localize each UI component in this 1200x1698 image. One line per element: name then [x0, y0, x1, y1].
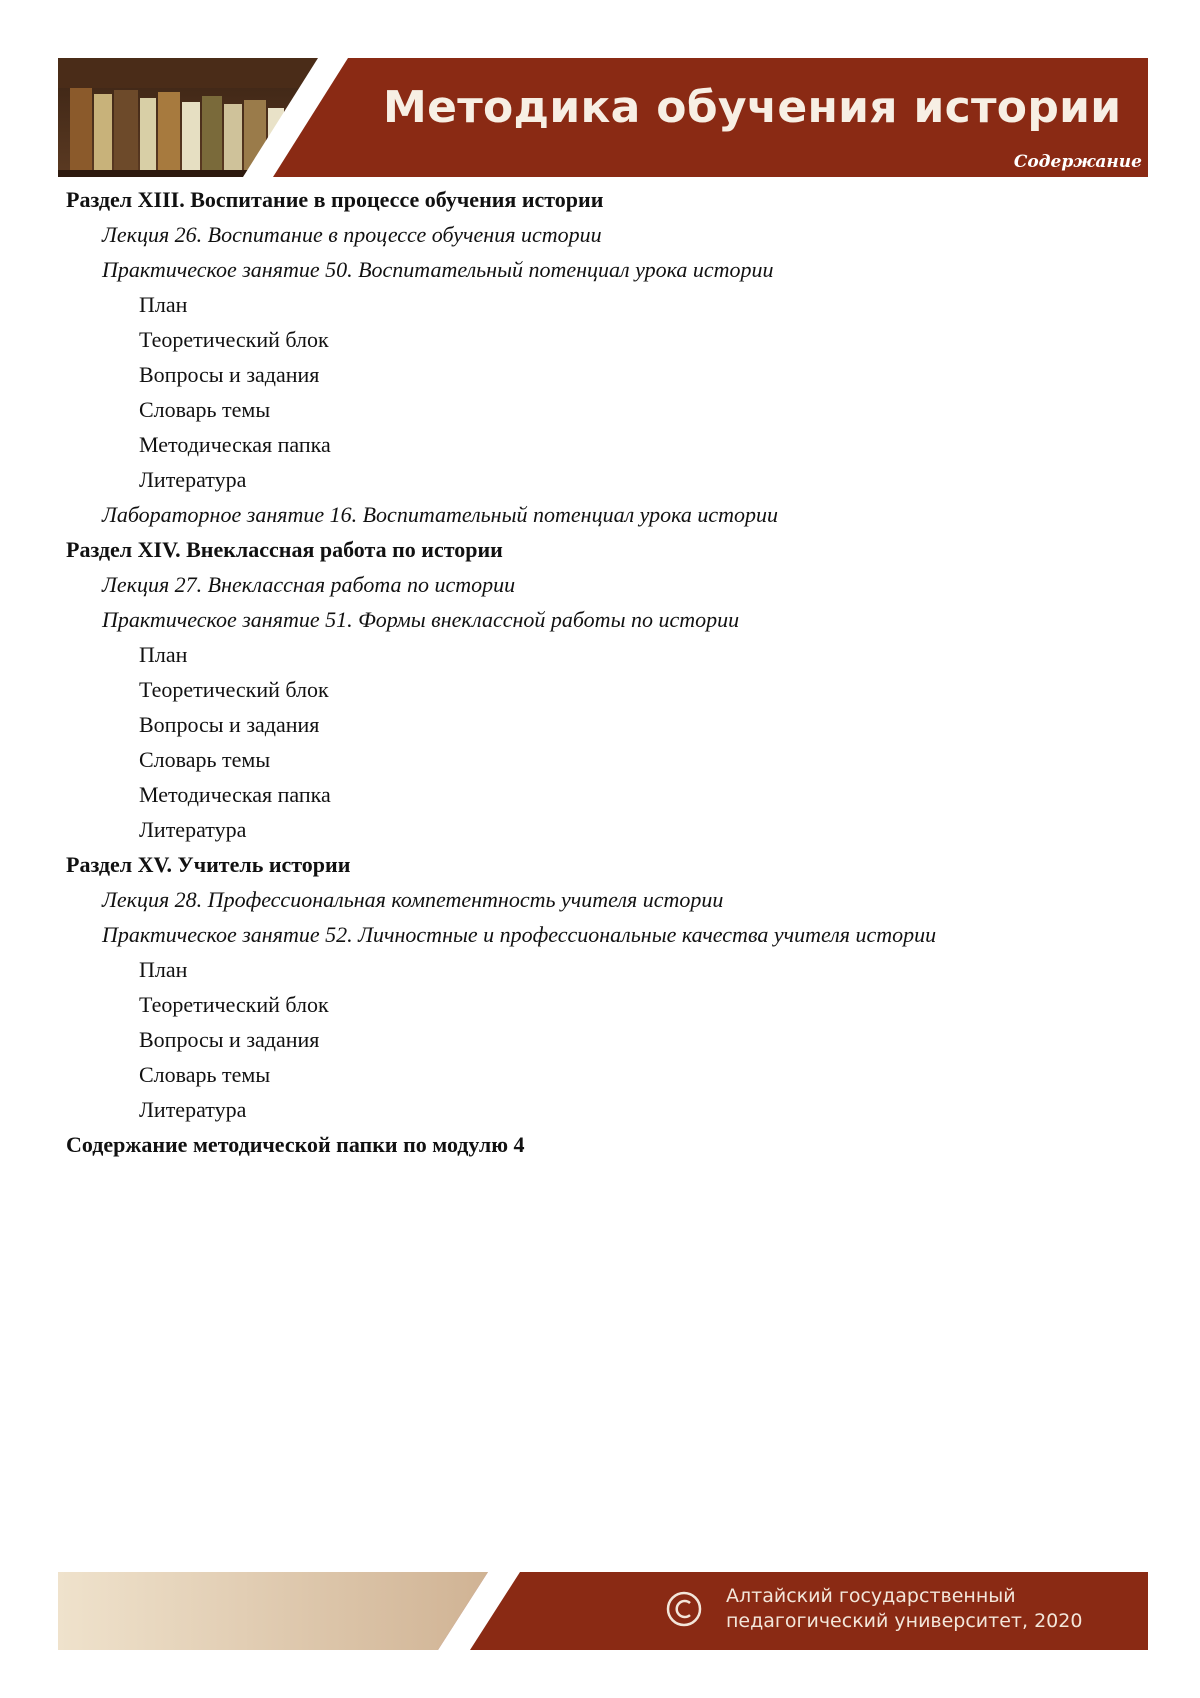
toc-subitem-link[interactable]: План — [139, 957, 188, 982]
copyright-text — [726, 1584, 1082, 1634]
toc-subitem-link[interactable]: Вопросы и задания — [139, 362, 320, 387]
copyright-line-2: педагогический университет, 2020 — [726, 1610, 1083, 1632]
toc-lesson-link[interactable]: Лекция 26. Воспитание в процессе обучения истории — [102, 222, 602, 247]
section-subtitle: Содержание — [1013, 152, 1142, 172]
footer-decoration — [58, 1572, 538, 1650]
toc-lesson-link[interactable]: Лекция 27. Внеклассная работа по истории — [102, 572, 516, 597]
copyright-line-1: Алтайский государственный — [726, 1585, 1016, 1607]
toc-subitem-link[interactable]: Вопросы и задания — [139, 712, 320, 737]
toc-lesson-link[interactable]: Лабораторное занятие 16. Воспитательный потенциал урока истории — [102, 502, 779, 527]
toc-subitem-link[interactable]: Словарь темы — [139, 1062, 271, 1087]
toc-subitem-link[interactable]: Методическая папка — [139, 782, 331, 807]
toc-section-link[interactable]: Раздел XV. Учитель истории — [66, 852, 351, 877]
document-title: Методика обучения истории — [383, 82, 1122, 133]
copyright-icon — [663, 1588, 705, 1630]
toc-lesson-link[interactable]: Практическое занятие 50. Воспитательный потенциал урока истории — [102, 257, 774, 282]
toc-subitem-link[interactable]: Теоретический блок — [139, 327, 329, 352]
toc-section-link[interactable]: Раздел XIV. Внеклассная работа по истории — [66, 537, 503, 562]
toc-subitem-link[interactable]: Словарь темы — [139, 747, 271, 772]
toc-section-link[interactable]: Содержание методической папки по модулю 4 — [66, 1132, 525, 1157]
toc-subitem-link[interactable]: Литература — [139, 1097, 247, 1122]
toc-subitem-link[interactable]: Вопросы и задания — [139, 1027, 320, 1052]
toc-lesson-link[interactable]: Практическое занятие 51. Формы внеклассной работы по истории — [102, 607, 740, 632]
toc-subitem-link[interactable]: Теоретический блок — [139, 677, 329, 702]
toc-subitem-link[interactable]: Словарь темы — [139, 397, 271, 422]
bookshelf-image — [58, 58, 388, 177]
toc-subitem-link[interactable]: Теоретический блок — [139, 992, 329, 1017]
table-of-contents — [66, 182, 1146, 1162]
toc-lesson-link[interactable]: Практическое занятие 52. Личностные и профессиональные качества учителя истории — [102, 922, 937, 947]
toc-subitem-link[interactable]: Методическая папка — [139, 432, 331, 457]
toc-lesson-link[interactable]: Лекция 28. Профессиональная компетентность учителя истории — [102, 887, 724, 912]
toc-section-link[interactable]: Раздел XIII. Воспитание в процессе обучения истории — [66, 187, 604, 212]
toc-subitem-link[interactable]: План — [139, 642, 188, 667]
toc-subitem-link[interactable]: Литература — [139, 467, 247, 492]
toc-subitem-link[interactable]: План — [139, 292, 188, 317]
header-banner — [58, 58, 1148, 177]
toc-subitem-link[interactable]: Литература — [139, 817, 247, 842]
footer-banner — [58, 1572, 1148, 1650]
